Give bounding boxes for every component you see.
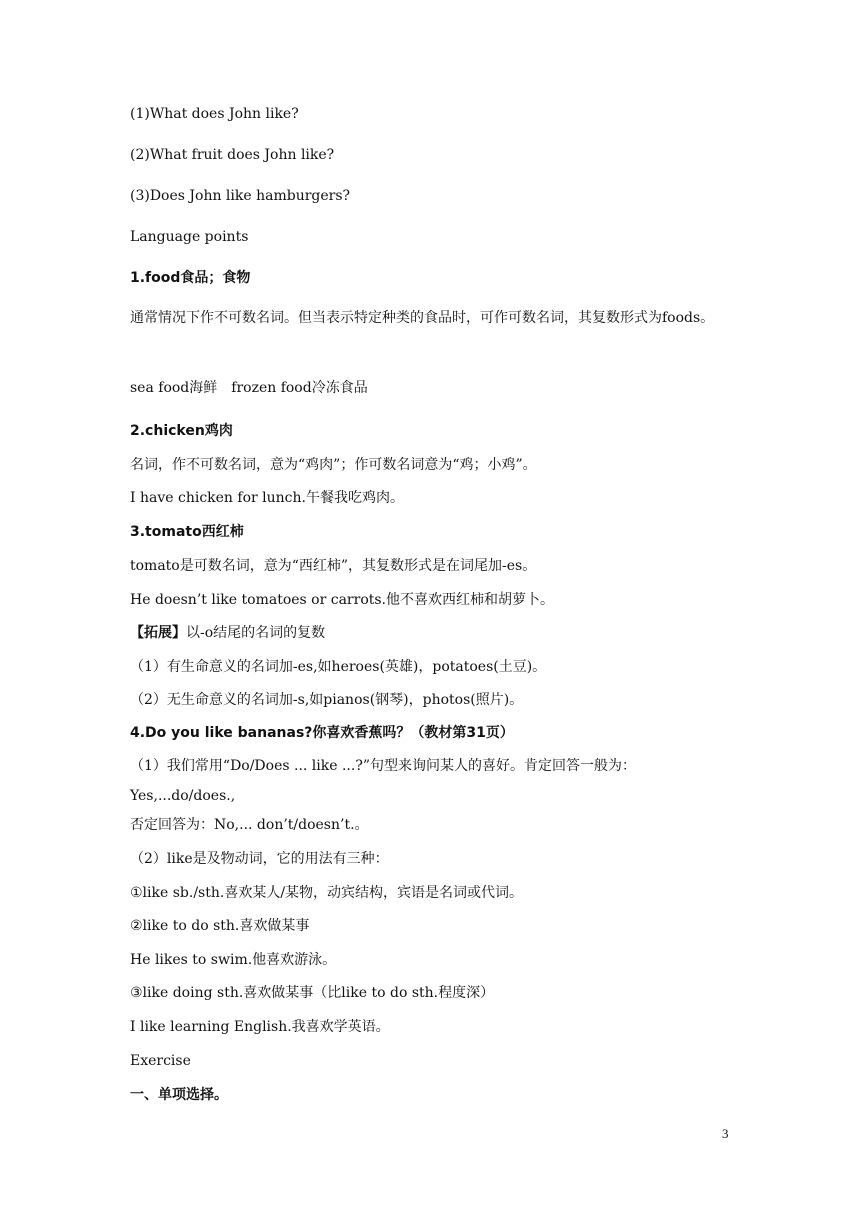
question-1: (1)What does John like? xyxy=(130,106,299,122)
extension-rule-2: （2）无生命意义的名词加-s,如pianos(钢琴)，photos(照片)。 xyxy=(130,692,524,708)
point-2-example: I have chicken for lunch.午餐我吃鸡肉。 xyxy=(130,490,404,506)
point-4-negative-answer: 否定回答为：No,... don’t/doesn’t.。 xyxy=(130,817,369,833)
like-usage-b-example: He likes to swim.他喜欢游泳。 xyxy=(130,952,337,968)
like-usage-c: ③like doing sth.喜欢做某事（比like to do sth.程度深） xyxy=(130,985,495,1001)
section-heading-language-points: Language points xyxy=(130,229,249,245)
question-3: (3)Does John like hamburgers? xyxy=(130,188,351,204)
extension-tag: 【拓展】 xyxy=(130,625,186,641)
point-1-example: sea food海鲜 frozen food冷冻食品 xyxy=(130,380,368,396)
point-4-usage-1: （1）我们常用“Do/Does ... like ...?”句型来询问某人的喜好。肯定回答一般为：Yes,...do/does., xyxy=(130,758,636,804)
point-3-explanation: tomato是可数名词，意为“西红柿”，其复数形式是在词尾加-es。 xyxy=(130,558,537,574)
point-4-usage-2: （2）like是及物动词，它的用法有三种： xyxy=(130,851,389,867)
page-number: 3 xyxy=(722,1126,729,1141)
point-1-explanation: 通常情况下作不可数名词。但当表示特定种类的食品时，可作可数名词，其复数形式为foods。 xyxy=(130,310,715,326)
point-3-heading: 3.tomato西红柿 xyxy=(130,524,244,540)
question-2: (2)What fruit does John like? xyxy=(130,147,335,163)
point-4-heading: 4.Do you like bananas?你喜欢香蕉吗？（教材第31页） xyxy=(130,725,514,741)
extension-line xyxy=(130,623,740,643)
point-2-explanation: 名词，作不可数名词，意为“鸡肉”；作可数名词意为“鸡；小鸡”。 xyxy=(130,457,537,473)
exercise-section-1: 一、单项选择。 xyxy=(130,1087,228,1103)
like-usage-a: ①like sb./sth.喜欢某人/某物，动宾结构，宾语是名词或代词。 xyxy=(130,885,524,901)
extension-rule-1: （1）有生命意义的名词加-es,如heroes(英雄)，potatoes(土豆)。 xyxy=(130,659,547,675)
like-usage-c-example: I like learning English.我喜欢学英语。 xyxy=(130,1019,390,1035)
point-2-heading: 2.chicken鸡肉 xyxy=(130,423,233,439)
point-1-heading: 1.food食品；食物 xyxy=(130,270,251,286)
point-3-example: He doesn’t like tomatoes or carrots.他不喜欢西红柿和胡萝卜。 xyxy=(130,592,555,608)
exercise-heading: Exercise xyxy=(130,1053,191,1069)
extension-title: 以-o结尾的名词的复数 xyxy=(186,625,326,641)
like-usage-b: ②like to do sth.喜欢做某事 xyxy=(130,918,310,934)
